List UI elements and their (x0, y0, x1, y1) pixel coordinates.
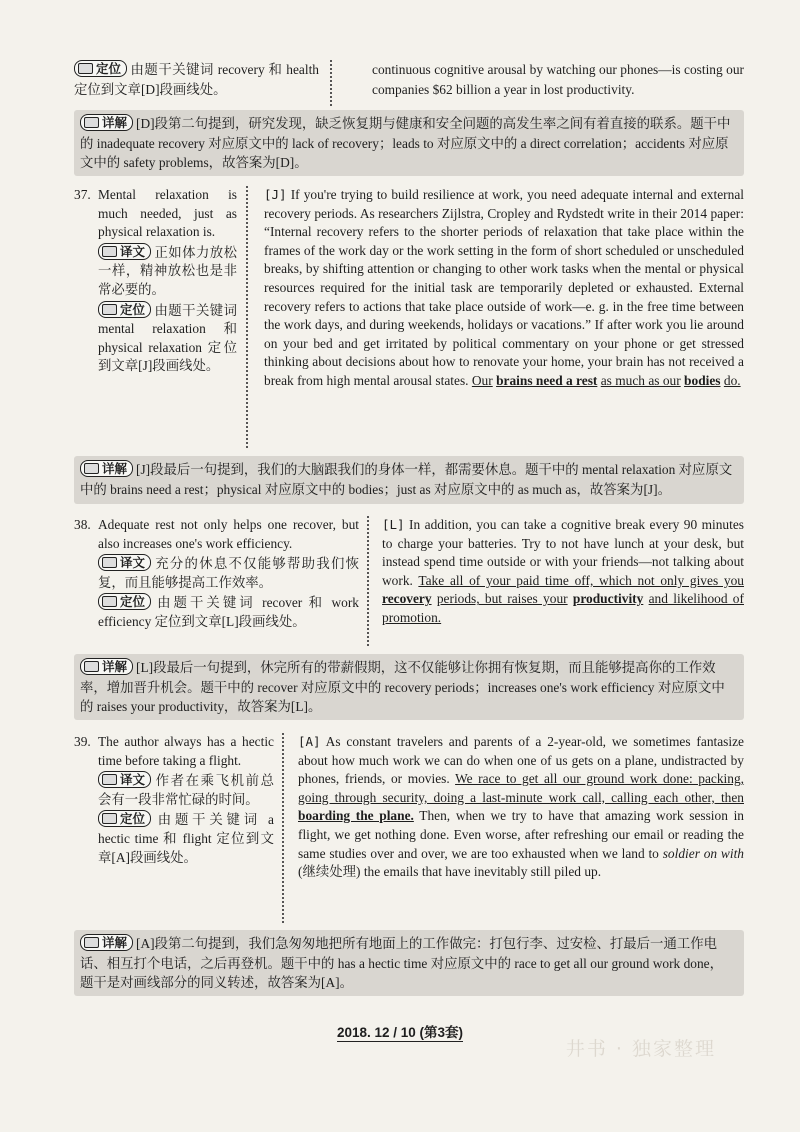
top-analysis-box (74, 110, 744, 176)
column-divider (282, 733, 284, 923)
q37-stem: Mental relaxation is much needed, just as physical relaxation is. (98, 187, 237, 240)
watermark: 井书 · 独家整理 (565, 1038, 716, 1060)
q37-locate: 由题干关键词 mental relaxation 和 physical relaxation 定位到文章[J]段画线处。 (98, 302, 237, 374)
q38-translation: 充分的休息不仅能够帮助我们恢复，而且能够提高工作效率。 (98, 556, 359, 590)
q39-italic-phrase: soldier on with (662, 845, 744, 861)
q39-locate: 由题干关键词 a hectic time 和 flight 定位到文章[A]段画线处。 (98, 812, 274, 865)
tag-icon (84, 117, 99, 128)
q37-underline: do. (723, 372, 741, 388)
q37-analysis-text: [J]段最后一句提到，我们的大脑跟我们的身体一样，都需要休息。题干中的 mental relaxation 对应原文中的 brains need a rest；physical 对应原文中的 bodies；just as 对应原文中的 as much as，故答案为[J]。 (80, 462, 733, 497)
q37-letter: [J] (264, 187, 287, 202)
top-locate-text: 由题干关键词 recovery 和 health 定位到文章[D]段画线处。 (74, 62, 319, 97)
q39-passage-c: (继续处理) the emails that have inevitably still piled up. (298, 864, 602, 880)
q39-passage-a: As constant travelers and parents of a 2-year-old, we sometimes fantasize about how much work we can do when one of us gets on a plane, undistracted by phones, friends, or movies. (298, 734, 744, 787)
q39-left (74, 733, 274, 867)
q37-passage-text: If you're trying to build resilience at work, you need adequate internal and external recovery periods. As researchers Zijlstra, Cropley and Rydstedt write in their 2014 paper: “Internal recovery refers to the shorter periods of relaxation that take place within the frames of the work day or the work setting in the form of short scheduled or unscheduled breaks, by shifting attention or changing to other work tasks when the mental or physical resources required for the initial task are temporarily depleted or exhausted. External recovery refers to actions that take place outside of work—e. g. in the free time between the work days, and during weekends, holidays or vacations.” If after work you lie around on your bed and get irritated by political commentary on your phone or get stressed thinking about decisions about how to renovate your home, your brain has not received a break from high mental arousal states. (264, 187, 744, 388)
tag-icon (84, 937, 99, 948)
locate-tag: 定位 (74, 60, 127, 77)
tag-icon (84, 463, 99, 474)
q38-left (74, 516, 359, 632)
footer-text: 2018. 12 / 10 (第3套) (336, 1025, 464, 1040)
q38-underline: Take all of your paid time off, which not only gives you (418, 572, 744, 588)
top-analysis-text: [D]段第二句提到，研究发现，缺乏恢复期与健康和安全问题的高发生率之间有着直接的联系。题干中的 inadequate recovery 对应原文中的 lack of recovery；leads to 对应原文中的 a direct correlation；accidents 对应原文中的 safety problems，故答案为[D]。 (80, 116, 731, 170)
question-38 (74, 516, 744, 646)
q38-underline-bold: productivity (572, 591, 644, 607)
q37-underline: as much as our (600, 372, 681, 388)
q38-passage (382, 516, 744, 628)
q37-passage (264, 186, 744, 391)
tag-icon (102, 813, 117, 824)
analysis-tag: 详解 (80, 114, 133, 131)
q39-stem: The author always has a hectic time before taking a flight. (98, 734, 274, 768)
top-passage-text: continuous cognitive arousal by watching our phones—is costing our companies $62 billion a year in lost productivity. (372, 62, 744, 97)
q37-left (74, 186, 237, 376)
q39-passage-b: Then, when we try to have that amazing work session in flight, we get nothing done. Even worse, after refreshing our email or reading the same studies over and over, we are too exhausted when we land to (298, 808, 744, 861)
top-passage (372, 60, 744, 100)
q39-analysis-text: [A]段第二句提到，我们急匆匆地把所有地面上的工作做完：打包行李、过安检、打最后一通工作电话、相互打个电话，之后再登机。题干中的 has a hectic time 对应原文中的 race to get all our ground work done，题干是对画线部分的同义转述，故答案为[A]。 (80, 936, 724, 990)
top-locate (74, 60, 319, 100)
q38-underline: periods, but raises your (436, 591, 568, 607)
q37-underline: Our (471, 372, 493, 388)
analysis-tag: 详解 (80, 460, 133, 477)
q39-underline: We race to get all our ground work done: packing, going through security, doing a last-minute work call, calling each other, then (298, 771, 745, 805)
locate-tag: 定位 (98, 301, 151, 318)
q39-underline-bold: boarding the plane. (298, 808, 414, 824)
tag-icon (84, 661, 99, 672)
q39-passage (298, 733, 744, 882)
q38-underline-bold: recovery (382, 591, 432, 607)
q38-stem: Adequate rest not only helps one recover, but also increases one's work efficiency. (98, 517, 359, 551)
q38-locate: 由题干关键词 recover 和 work efficiency 定位到文章[L]段画线处。 (98, 595, 359, 629)
column-divider (246, 186, 248, 448)
q37-underline-bold: bodies (684, 372, 721, 388)
q37-number: 37. (74, 187, 91, 202)
q38-analysis-text: [L]段最后一句提到，休完所有的带薪假期，这不仅能够让你拥有恢复期，而且能够提高你的工作效率，增加晋升机会。题干中的 recover 对应原文中的 recovery periods；increases one's work efficiency 对应原文中的 raises your productivity，故答案为[L]。 (80, 660, 725, 714)
tag-icon (102, 596, 117, 607)
translation-tag: 译文 (98, 554, 151, 571)
question-37 (74, 186, 744, 448)
q39-letter: [A] (298, 734, 321, 749)
q37-underline-bold: brains need a rest (496, 372, 598, 388)
question-39 (74, 733, 744, 923)
q39-analysis-box (74, 930, 744, 996)
q38-number: 38. (74, 517, 91, 532)
analysis-tag: 详解 (80, 934, 133, 951)
q38-passage-text: In addition, you can take a cognitive break every 90 minutes to charge your batteries. Try to not have lunch at your desk, but instead spend time outside or with your friends—not talking about work. (382, 517, 744, 588)
q38-analysis-box (74, 654, 744, 720)
locate-tag: 定位 (98, 810, 151, 827)
tag-icon (102, 774, 117, 785)
q39-number: 39. (74, 734, 91, 749)
translation-tag: 译文 (98, 771, 151, 788)
q39-translation: 作者在乘飞机前总会有一段非常忙碌的时间。 (98, 773, 274, 807)
translation-tag: 译文 (98, 243, 151, 260)
analysis-tag: 详解 (80, 658, 133, 675)
q38-letter: [L] (382, 517, 405, 532)
q38-underline: and likelihood of promotion. (382, 591, 744, 625)
tag-icon (102, 246, 117, 257)
tag-icon (78, 63, 93, 74)
q37-translation: 正如体力放松一样，精神放松也是非常必要的。 (98, 244, 237, 297)
locate-tag: 定位 (98, 593, 151, 610)
column-divider (330, 60, 332, 106)
tag-icon (102, 304, 117, 315)
q37-analysis-box (74, 456, 744, 504)
column-divider (367, 516, 369, 646)
tag-icon (102, 557, 117, 568)
top-row (74, 60, 744, 106)
